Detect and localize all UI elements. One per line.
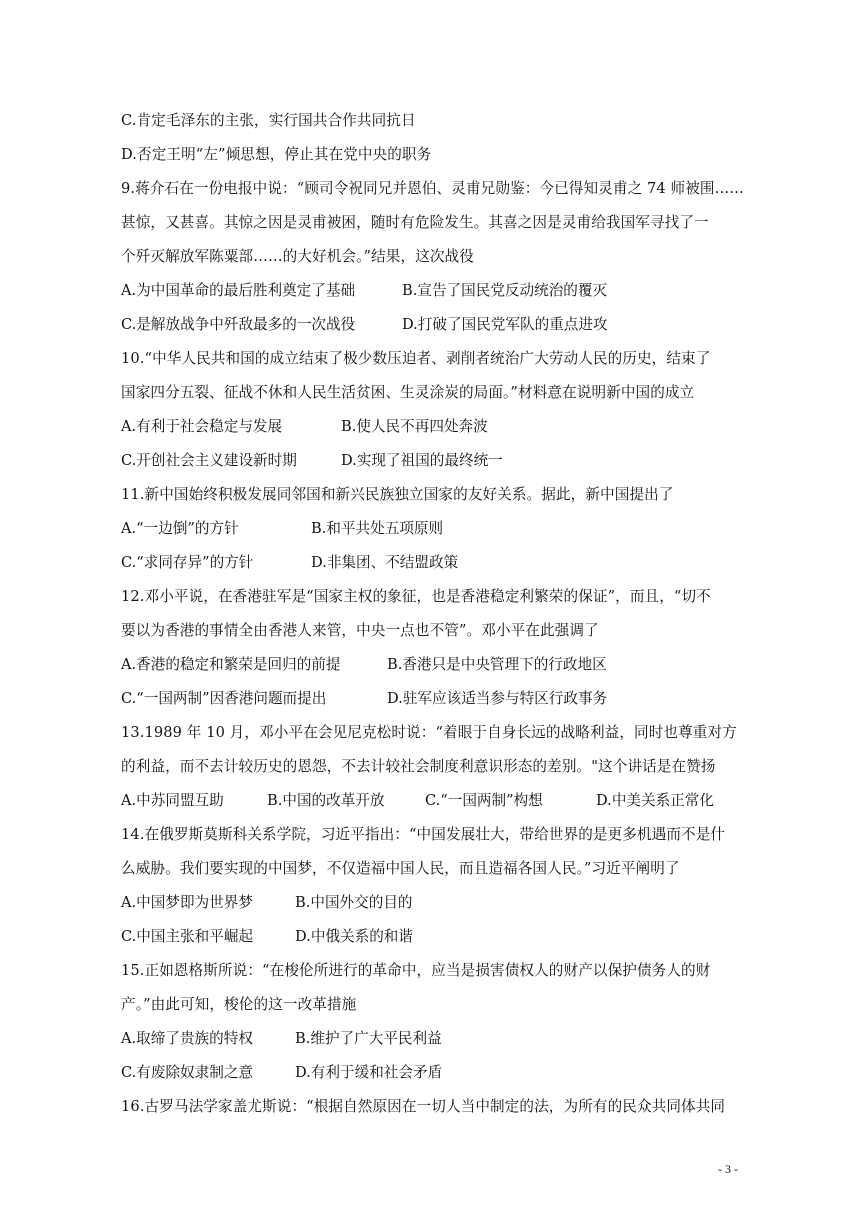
question-9-stem-line-1: 9.蒋介石在一份电报中说：“顾司令祝同兄并恩伯、灵甫兄勋鉴：今已得知灵甫之 74 师被围…… [121,180,744,197]
question-14-stem-line-2: 么威胁。我们要实现的中国梦，不仅造福中国人民，而且造福各国人民。”习近平阐明了 [121,860,680,877]
question-13-stem-line-2: 的利益，而不去计较历史的恩怨，不去计较社会制度利意识形态的差别。"这个讲话是在赞扬 [121,758,716,775]
question-10-option-b: B.使人民不再四处奔波 [341,418,488,435]
question-13-stem-line-1: 13.1989 年 10 月，邓小平在会见尼克松时说：“着眼于自身长远的战略利益，同时也尊重对方 [121,724,737,741]
question-15-option-a: A.取缔了贵族的特权 [121,1030,253,1047]
question-12-option-a: A.香港的稳定和繁荣是回归的前提 [121,656,341,673]
question-14-option-b: B.中国外交的目的 [295,894,413,911]
question-15-option-c: C.有废除奴隶制之意 [121,1064,254,1081]
question-8-option-c: C.肯定毛泽东的主张，实行国共合作共同抗日 [121,112,416,129]
question-14-option-d: D.中俄关系的和谐 [295,928,413,945]
question-15-stem-line-1: 15.正如恩格斯所说：“在梭伦所进行的革命中，应当是损害债权人的财产以保护债务人的财 [121,962,711,979]
question-11-option-d: D.非集团、不结盟政策 [311,554,459,571]
question-12-option-b: B.香港只是中央管理下的行政地区 [387,656,607,673]
question-8-option-d: D.否定王明“左”倾思想，停止其在党中央的职务 [121,146,432,163]
question-12-option-c: C.“一国两制”因香港问题而提出 [121,690,327,707]
question-12-stem-line-1: 12.邓小平说，在香港驻军是“国家主权的象征，也是香港稳定利繁荣的保证”，而且，“切不 [121,588,711,605]
question-9-option-c: C.是解放战争中歼敌最多的一次战役 [121,316,356,333]
question-11-option-c: C.“求同存异”的方针 [121,554,254,571]
question-16-stem-line-1: 16.古罗马法学家盖尤斯说：“根据自然原因在一切人当中制定的法，为所有的民众共同体共同 [121,1098,726,1115]
question-10-stem-line-1: 10.“中华人民共和国的成立结束了极少数压迫者、剥削者统治广大劳动人民的历史，结束了 [121,350,711,367]
question-14-option-a: A.中国梦即为世界梦 [121,894,253,911]
question-13-option-b: B.中国的改革开放 [267,792,385,809]
question-15-stem-line-2: 产。”由此可知，梭伦的这一改革措施 [121,996,357,1013]
question-10-stem-line-2: 国家四分五裂、征战不休和人民生活贫困、生灵涂炭的局面。”材料意在说明新中国的成立 [121,384,695,401]
question-13-option-d: D.中美关系正常化 [596,792,714,809]
page-number: - 3 - [718,1162,738,1176]
question-9-stem-line-2: 甚惊，又甚喜。其惊之因是灵甫被困，随时有危险发生。其喜之因是灵甫给我国军寻找了一 [121,214,709,231]
question-12-option-d: D.驻军应该适当参与特区行政事务 [387,690,608,707]
question-13-option-a: A.中苏同盟互助 [121,792,224,809]
question-11-option-b: B.和平共处五项原则 [311,520,444,537]
question-9-option-d: D.打破了国民党军队的重点进攻 [402,316,608,333]
question-12-stem-line-2: 要以为香港的事情全由香港人来管，中央一点也不管”。邓小平在此强调了 [121,622,599,639]
question-9-option-b: B.宣告了国民党反动统治的覆灭 [402,282,608,299]
question-9-option-a: A.为中国革命的最后胜利奠定了基础 [121,282,356,299]
question-15-option-d: D.有利于缓和社会矛盾 [295,1064,443,1081]
question-13-option-c: C.“一国两制”构想 [425,792,543,809]
question-15-option-b: B.维护了广大平民利益 [295,1030,442,1047]
question-14-option-c: C.中国主张和平崛起 [121,928,254,945]
question-10-option-d: D.实现了祖国的最终统一 [341,452,503,469]
question-11-stem-line-1: 11.新中国始终积极发展同邻国和新兴民族独立国家的友好关系。据此，新中国提出了 [121,486,674,503]
question-9-stem-line-3: 个歼灭解放军陈粟部……的大好机会。”结果，这次战役 [121,248,474,265]
question-10-option-a: A.有利于社会稳定与发展 [121,418,283,435]
question-14-stem-line-1: 14.在俄罗斯莫斯科关系学院，习近平指出：“中国发展壮大，带给世界的是更多机遇而不是什 [121,826,726,843]
question-11-option-a: A.“一边倒”的方针 [121,520,239,537]
question-10-option-c: C.开创社会主义建设新时期 [121,452,297,469]
